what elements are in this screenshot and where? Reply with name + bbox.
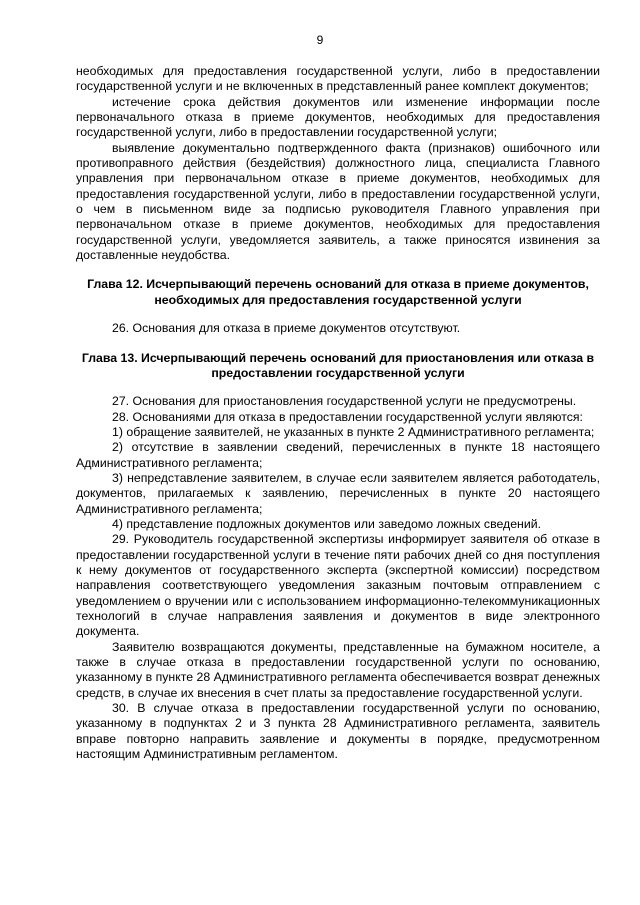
list-item: 4) представление подложных документов или заведомо ложных сведений. — [112, 516, 541, 531]
list-item: 2) отсутствие в заявлении сведений, перечисленных в пункте 18 настоящего Административного регламента; — [76, 440, 600, 470]
chapter-13-heading: Глава 13. Исчерпывающий перечень оснований для приостановления или отказа в предоставлении государственной услуги — [81, 350, 595, 380]
paragraph: необходимых для предоставления государственной услуги, либо в предоставлении государственной услуги и не включенных в представленный ранее комплект документов; — [76, 64, 600, 94]
page-number: 9 — [316, 33, 324, 47]
paragraph: истечение срока действия документов или изменение информации после первоначального отказа в приеме документов, необходимых для предоставления государственной услуги, либо в предоставлении государственной услуги; — [76, 94, 600, 140]
paragraph: Заявителю возвращаются документы, представленные на бумажном носителе, а также в случае отказа в предоставлении государственной услуги по основанию, указанному в пункте 28 Административного регламента обеспечивается возврат денежных средств, в случае их внесения в счет платы за предоставление государственной услуги. — [76, 639, 600, 700]
document-body — [76, 64, 600, 762]
chapter-12-heading: Глава 12. Исчерпывающий перечень оснований для отказа в приеме документов, необходимых для предоставления государственной услуги — [87, 277, 589, 307]
paragraph: 29. Руководитель государственной экспертизы информирует заявителя об отказе в предоставлении государственной услуги в течение пяти рабочих дней со дня поступления к нему документов от государственного эксперта (экспертной комиссии) посредством направления соответствующего уведомления заказным почтовым отправлением с уведомлением о вручении или с использованием информационно-телекоммуникационных технологий в случае направления заявления и документов в виде электронного документа. — [76, 532, 600, 639]
paragraph: 27. Основания для приостановления государственной услуги не предусмотрены. — [112, 394, 577, 409]
list-item: 3) непредставление заявителем, в случае если заявителем является работодатель, документов, прилагаемых к заявлению, перечисленных в пункте 20 настоящего Административного регламента; — [76, 470, 600, 516]
paragraph: 28. Основаниями для отказа в предоставлении государственной услуги являются: — [112, 409, 583, 424]
list-item: 1) обращение заявителей, не указанных в пункте 2 Административного регламента; — [112, 424, 595, 439]
paragraph: 30. В случае отказа в предоставлении государственной услуги по основанию, указанному в подпунктах 2 и 3 пункта 28 Административного регламента, заявитель вправе повторно направить заявление и документы в порядке, предусмотренном настоящим Административным регламентом. — [76, 701, 600, 762]
paragraph: 26. Основания для отказа в приеме документов отсутствуют. — [112, 321, 461, 336]
paragraph: выявление документально подтвержденного факта (признаков) ошибочного или противоправного действия (бездействия) должностного лица, специалиста Главного управления при первоначальном отказе в приеме документов, необходимых для предоставления государственной услуги, либо в предоставлении государственной услуги, о чем в письменном виде за подписью руководителя Главного управления при первоначальном отказе в приеме документов, необходимых для предоставления государственной услуги, уведомляется заявитель, а также приносятся извинения за доставленные неудобства. — [76, 140, 600, 263]
